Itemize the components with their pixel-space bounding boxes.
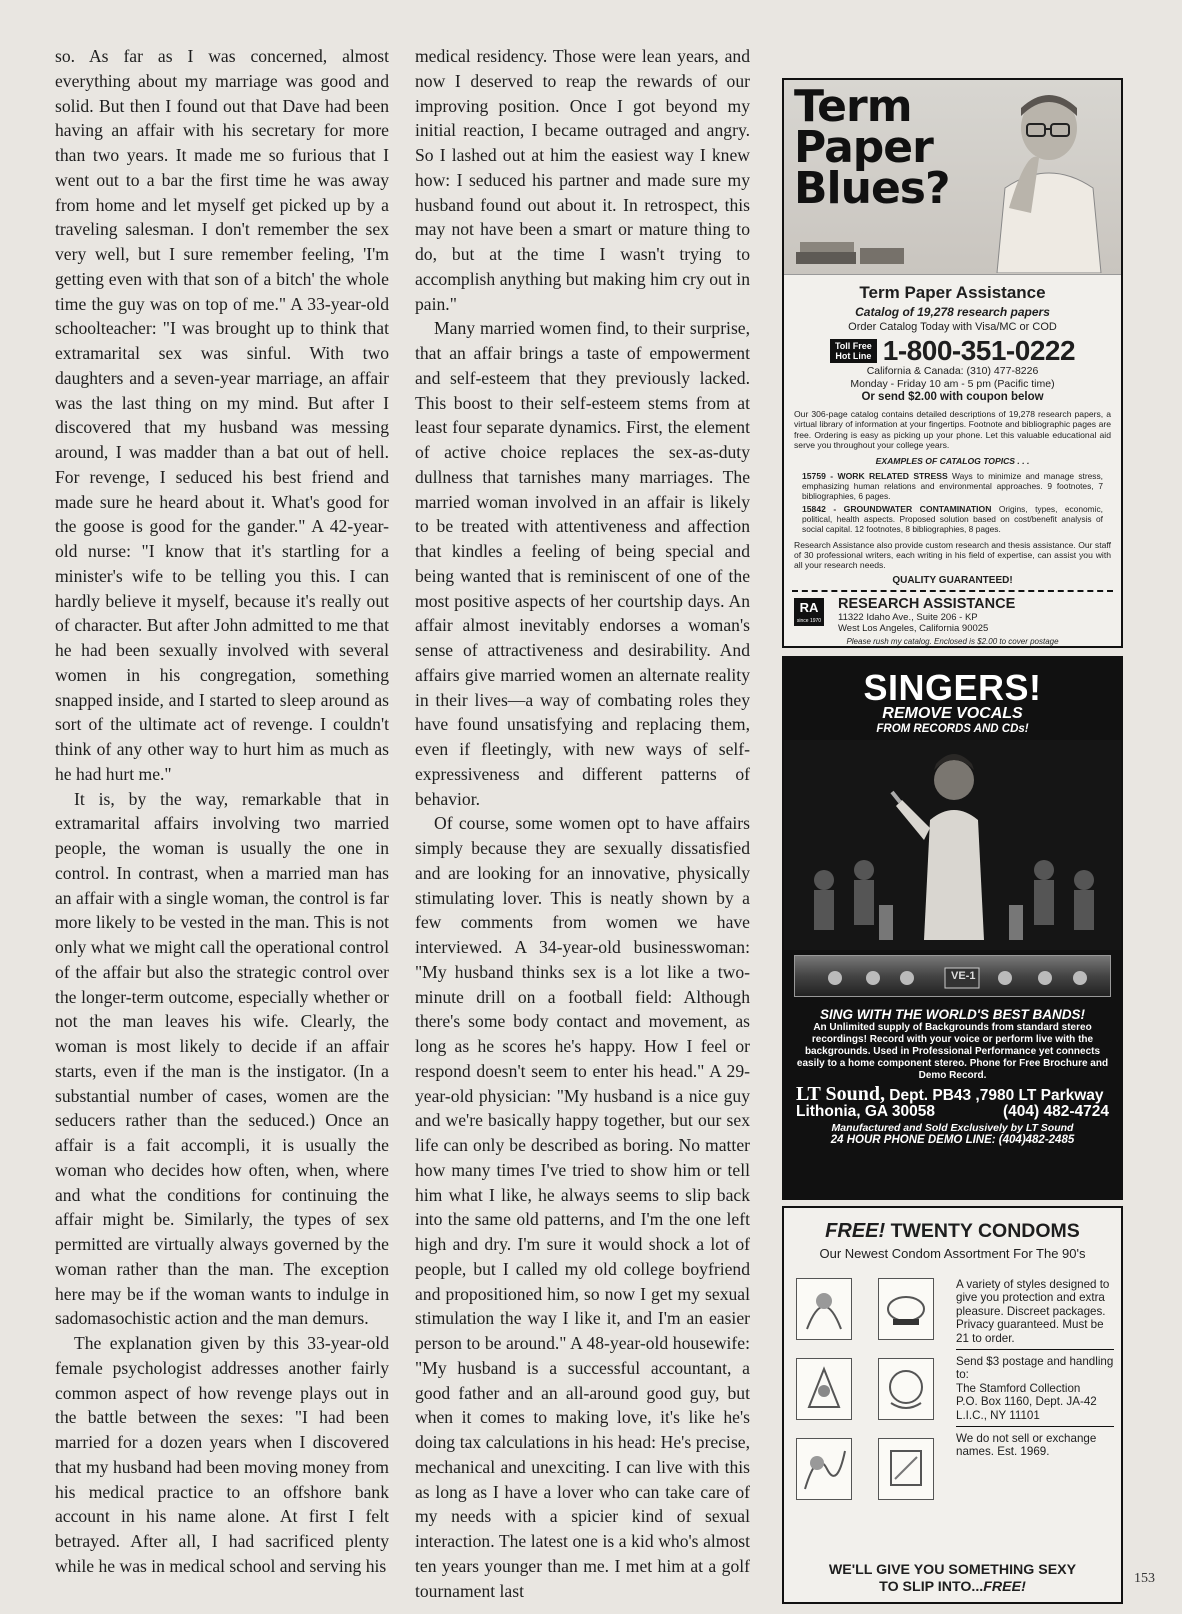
company-name: RESEARCH ASSISTANCE	[838, 595, 1016, 612]
footer-line: WE'LL GIVE YOU SOMETHING SEXY	[828, 1562, 1077, 1578]
article-paragraph: Of course, some women opt to have affairs simply because they are sexually dissatisfied and are looking for an innovative, physically stimulating lover. This is neatly shown by a few comments from women we have interviewed. A 34-year-old businesswoman: "My husband thinks sex is a lot like a two-minute drill on a football field: Although there's some body contact and movement, as long as he scores he's happy. How I feel or respond doesn't seem to enter his head." A 29-year-old physician: "My husband is a nice guy and we're basically happy together, but our sex life can only be described as boring. No matter how many times I've tried to show him or tell him what I like, he always seems to slip back into the same old patterns, and I'm the one left high and dry. I'm sure it would shock a lot of people, but I called my old college boyfriend and propositioned him, so now I get my sexual stimulation the way I like it, and I'm an easier person to be around." A 48-year-old housewife: "My husband is a successful accountant, a good father and an all-around good guy, but when it comes to making love, it's like he's doing tax calculations in his head: He's precise, mechanical and unexciting. I can live with this as long as I have a lover who can take care of my needs with a spicier kind of sexual interaction. The latest one is a kid who's almost ten years younger than me. I met him at a golf tournament last	[415, 813, 750, 1601]
device-label: VE-1	[951, 970, 976, 982]
condoms-headline-text: TWENTY CONDOMS	[885, 1220, 1080, 1242]
brand-dept: Dept. PB43 ,7980 LT Parkway	[889, 1087, 1104, 1104]
singers-headline: SINGERS!	[863, 667, 1042, 708]
lt-sound-address	[784, 1083, 1121, 1120]
condom-package-image	[796, 1438, 852, 1500]
condom-package-image	[878, 1278, 934, 1340]
office-hours: Monday - Friday 10 am - 5 pm (Pacific time)	[850, 378, 1055, 390]
article-paragraph: It is, by the way, remarkable that in extramarital affairs involving two married people, the woman is usually the one in control. In contrast, when a married man has an affair with a single woman, the control is far more likely to be vested in the man. This is not only what we might call the operational control of the affair but also the strategic control over the longer-term outcome, especially whether or not the man leaves his wife. Clearly, the woman is most likely to decide if an affair starts, even if the man is the instigator. (In a substantial number of cases, women are the seducers rather than the seduced.) Once an affair is a fait accompli, it is usually the woman who decides how often, when, where and what the conditions for continuing the affair might be. Similarly, the types of sex permitted are virtually always governed by the woman rather than the man. The exception here may be if the woman wants to indulge in sadomasochistic action and the man demurs.	[55, 788, 389, 1329]
brand-city: Lithonia, GA 30058	[796, 1103, 935, 1120]
brand-phone: (404) 482-4724	[1003, 1103, 1109, 1120]
company-address-2: West Los Angeles, California 90025	[838, 622, 989, 634]
ad-column	[782, 42, 1123, 1604]
page-number: 153	[1134, 1571, 1155, 1586]
headline-line: Paper	[794, 122, 933, 173]
demo-line: 24 HOUR PHONE DEMO LINE: (404)482-2485	[830, 1134, 1075, 1146]
footer-line: TO SLIP INTO...	[879, 1579, 984, 1595]
catalog-count: Catalog of 19,278 research papers	[855, 305, 1050, 319]
hotline-badge	[830, 339, 877, 363]
condoms-details	[956, 1278, 1114, 1462]
headline-line: Term	[794, 81, 912, 132]
singers-subheadline: REMOVE VOCALS	[882, 705, 1023, 722]
free-label: FREE!	[825, 1220, 886, 1242]
toll-free-phone: 1-800-351-0222	[882, 335, 1076, 366]
brand-name: LT Sound,	[796, 1083, 885, 1105]
condoms-description: A variety of styles designed to give you protection and extra pleasure. Discreet packages. Privacy guaranteed. Must be 21 to order.	[956, 1278, 1110, 1345]
condoms-headline	[784, 1220, 1121, 1243]
quality-guaranteed: QUALITY GUARANTEED!	[892, 574, 1013, 586]
manufactured-line: Manufactured and Sold Exclusively by LT Sound	[831, 1122, 1074, 1134]
hotline-text: Toll Free	[834, 341, 872, 351]
example-topic	[784, 504, 1121, 534]
vocal-eliminator-device	[794, 955, 1111, 997]
divider	[956, 1349, 1114, 1350]
example-topic-text: Origins, types, economic, political, health aspects. Proposed solution based on cost/benefit analysis of social capital. 12 footnotes, 8 bibliographies, 8 pages.	[802, 503, 1103, 534]
hotline-text: Hot Line	[835, 351, 872, 361]
article-paragraph: so. As far as I was concerned, almost everything about my marriage was good and solid. But then I found out that Dave had been having an affair with his secretary for more than two years. It made me so furious that I went out to a bar the first time he was away from home and let myself get picked up by a traveling salesman. I don't remember the sex very well, but I sure remember feeling, 'I'm getting even with that son of a bitch' the whole time the guy was on top of me." A 33-year-old schoolteacher: "I was brought up to think that extramarital sex was sinful. With two daughters and a seven-year marriage, an affair was the last thing on my mind. But after I discovered that my husband was messing around, I was madder than a bat out of hell. For revenge, I seduced his best friend and made sure he heard about it. What's good for the goose is good for the gander." A 42-year-old nurse: "I know that it's startling for a minister's wife to be telling you this. I can hardly believe it myself, because it's really out of character. But after John admitted to me that he had been sexually involved with several women in his congregation, something snapped inside, and I started to sleep around as sort of the ultimate act of revenge. I couldn't think of any other way to hurt him as much as he had hurt me."	[55, 46, 389, 784]
singers-description: An Unlimited supply of Backgrounds from standard stereo recordings! Record with your voice or perform live with the backgrounds. Used in Professional Performance yet connects easily to a home component stereo. Phone for Free Brochure and Demo Record.	[796, 1022, 1109, 1081]
phone-row	[784, 337, 1121, 365]
term-paper-ad	[782, 78, 1123, 648]
example-topic	[784, 471, 1121, 501]
condoms-ad	[782, 1206, 1123, 1604]
condoms-postage: Send $3 postage and handling to:	[956, 1355, 1114, 1382]
example-topic-title: 15842 - GROUNDWATER CONTAMINATION	[802, 503, 992, 514]
term-paper-headline	[794, 81, 950, 214]
catalog-description: Our 306-page catalog contains detailed descriptions of 19,278 research papers, a virtual library of information at your fingertips. Footnote and bibliographic pages are free. Ordering is easy as picking up your phone. Let this valuable educational aid serve you throughout your college years.	[794, 409, 1111, 451]
company-address-1: 11322 Idaho Ave., Suite 206 - KP	[838, 611, 978, 623]
term-paper-photo	[784, 80, 1121, 275]
condom-package-image	[878, 1438, 934, 1500]
logo-letters: RA	[799, 599, 819, 615]
books-illustration	[796, 238, 906, 266]
order-coupon	[792, 590, 1113, 648]
term-paper-title: Term Paper Assistance	[859, 283, 1046, 302]
condom-package-image	[796, 1358, 852, 1420]
article-paragraph: medical residency. Those were lean years, and now I deserved to reap the rewards of our improving position. Once I got beyond my initial reaction, I became outraged and angry. So I lashed out at him the easiest way I knew how: I seduced his partner and made sure my husband found out about it. In retrospect, this may not have been a smart or mature thing to do, but at the time I wasn't trying to accomplish anything but making him cry out in pain."	[415, 46, 750, 314]
example-topic-title: 15759 - WORK RELATED STRESS	[802, 470, 948, 481]
singers-ad	[782, 656, 1123, 1200]
order-line: Order Catalog Today with Visa/MC or COD	[848, 321, 1057, 333]
condom-package-image	[796, 1278, 852, 1340]
article-paragraph: The explanation given by this 33-year-old female psychologist addresses another fairly common aspect of how revenge plays out in the battle between the sexes: "I had been married for a dozen years when I discovered that my husband had been moving money from his medical practice to an offshore bank account in his name alone. At first I felt betrayed. After all, I had sacrificed plenty while he was in medical school and serving his	[55, 1333, 389, 1576]
research-description: Research Assistance also provide custom research and thesis assistance. Our staff of 30 professional writers, each writing in his field of expertise, can assist you with all your research needs.	[794, 539, 1112, 571]
singers-tagline: SING WITH THE WORLD'S BEST BANDS!	[820, 1007, 1085, 1022]
condoms-privacy: We do not sell or exchange names. Est. 1969.	[956, 1432, 1097, 1459]
logo-since: since 1970	[796, 617, 822, 624]
condom-package-image	[878, 1358, 934, 1420]
examples-title: EXAMPLES OF CATALOG TOPICS . . .	[875, 455, 1030, 466]
condoms-company: The Stamford Collection	[956, 1381, 1081, 1395]
rush-note: Please rush my catalog. Enclosed is $2.00 to cover postage	[846, 636, 1059, 646]
california-phone: California & Canada: (310) 477-8226	[866, 365, 1039, 377]
stage-performers-illustration	[784, 740, 1121, 950]
footer-free: FREE!	[983, 1579, 1026, 1595]
singers-subheadline-2: FROM RECORDS AND CDs!	[876, 723, 1029, 735]
headline-line: Blues?	[794, 163, 950, 214]
divider	[956, 1426, 1114, 1427]
condoms-footer	[784, 1562, 1121, 1596]
student-illustration	[987, 88, 1107, 273]
example-topic-text: Ways to minimize and manage stress, emphasizing human relations and environmental approaches. 9 footnotes, 7 bibliographies, 6 pages.	[802, 470, 1104, 501]
article-paragraph: Many married women find, to their surprise, that an affair brings a taste of empowerment and self-esteem that they previously lacked. This boost to their self-esteem stems from at least four separate dynamics. First, the element of active choice replaces the sex-as-duty dullness that tarnishes many marriages. The married woman involved in an affair is likely to be treated with attentiveness and affection that kindles a feeling of being special and being wanted that is reminiscent of one of the most positive aspects of her courtship days. An affair almost inevitably endorses a woman's sense of attractiveness and desirability. And affairs give married women an alternate reality in their lives—a way of combating roles they have found unsatisfying and replacing them, even if fleetingly, with new ways of self-expressiveness and different patterns of behavior.	[415, 318, 750, 809]
research-assistance-logo	[794, 598, 824, 626]
article-column-2	[415, 44, 750, 1603]
send-money-line: Or send $2.00 with coupon below	[861, 391, 1044, 403]
condoms-subhead: Our Newest Condom Assortment For The 90's	[819, 1246, 1086, 1261]
condoms-city: L.I.C., NY 11101	[956, 1408, 1040, 1422]
condoms-po-box: P.O. Box 1160, Dept. JA-42	[956, 1395, 1097, 1409]
article-column-1	[55, 44, 389, 1579]
